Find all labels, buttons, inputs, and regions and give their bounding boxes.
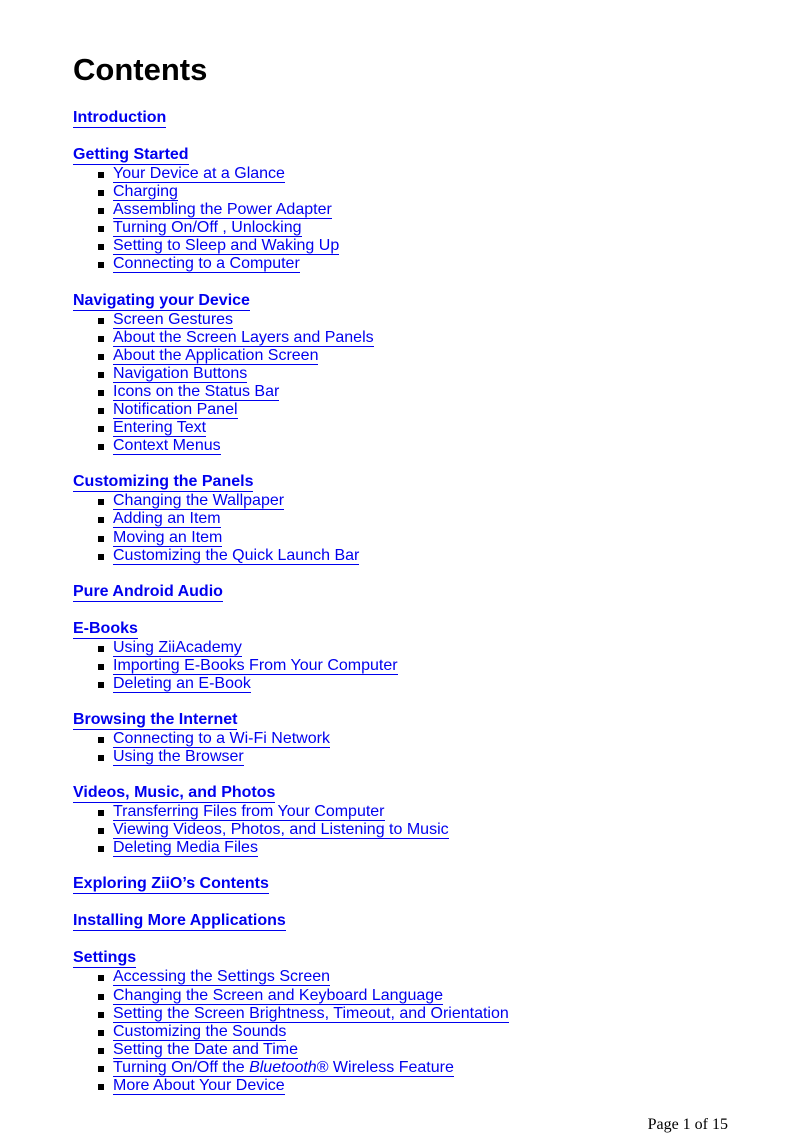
square-bullet-icon (98, 846, 104, 852)
list-item (98, 365, 773, 383)
toc-item-text: Adding an Item (113, 510, 221, 528)
toc-item-list (73, 311, 773, 456)
square-bullet-icon (98, 682, 104, 688)
toc-item-link[interactable] (113, 730, 330, 748)
list-item (98, 657, 773, 675)
toc-item-list (73, 803, 773, 857)
toc-item-link[interactable] (113, 419, 206, 437)
toc-item-text: Customizing the Sounds (113, 1022, 287, 1040)
toc-section (73, 912, 773, 931)
square-bullet-icon (98, 444, 104, 450)
toc-item-link[interactable] (113, 639, 242, 657)
square-bullet-icon (98, 262, 104, 268)
list-item (98, 201, 773, 219)
toc-section-heading-link[interactable]: Introduction (73, 109, 167, 126)
toc-item-link[interactable] (113, 968, 330, 986)
toc-item-link[interactable] (113, 987, 443, 1005)
toc-item-text: Your Device at a Glance (113, 165, 285, 182)
toc-item-link[interactable] (113, 1005, 509, 1023)
toc-item-link[interactable] (113, 365, 247, 383)
toc-section (73, 711, 773, 766)
square-bullet-icon (98, 1030, 104, 1036)
toc-section (73, 292, 773, 456)
toc-item-text: ® Wireless Feature (316, 1058, 454, 1076)
list-item (98, 987, 773, 1005)
toc-item-link[interactable] (113, 255, 300, 273)
toc-item-link[interactable] (113, 1077, 285, 1095)
list-item (98, 639, 773, 657)
list-item (98, 821, 773, 839)
toc-item-link[interactable] (113, 329, 374, 347)
toc-item-link[interactable] (113, 1023, 286, 1041)
toc-item-text: About the Application Screen (113, 346, 319, 364)
square-bullet-icon (98, 408, 104, 414)
toc-section-heading-link[interactable]: Settings (73, 949, 137, 967)
toc-item-text: Charging (113, 183, 178, 201)
toc-section-heading-link[interactable]: Browsing the Internet (73, 710, 238, 728)
toc-item-text: Transferring Files from Your Computer (113, 803, 385, 821)
toc-item-link[interactable] (113, 1059, 454, 1077)
page-number: Page 1 of 15 (647, 1116, 728, 1133)
square-bullet-icon (98, 1012, 104, 1018)
list-item (98, 255, 773, 273)
toc-item-link[interactable] (113, 547, 359, 565)
toc-item-text: Deleting Media Files (113, 839, 258, 857)
list-item (98, 311, 773, 329)
square-bullet-icon (98, 554, 104, 560)
square-bullet-icon (98, 499, 104, 505)
list-item (98, 401, 773, 419)
square-bullet-icon (98, 810, 104, 816)
list-item (98, 492, 773, 510)
list-item (98, 510, 773, 528)
toc-item-link[interactable] (113, 165, 285, 183)
list-item (98, 730, 773, 748)
square-bullet-icon (98, 336, 104, 342)
toc-item-text: Setting to Sleep and Waking Up (113, 237, 340, 255)
square-bullet-icon (98, 828, 104, 834)
list-item (98, 1059, 773, 1077)
toc-section (73, 583, 773, 602)
toc-item-link[interactable] (113, 839, 258, 857)
toc-item-text: Turning On/Off the (113, 1058, 250, 1076)
toc-item-text: Connecting to a Computer (113, 255, 300, 273)
toc-item-link[interactable] (113, 1041, 298, 1059)
list-item (98, 183, 773, 201)
toc-item-text: Icons on the Status Bar (113, 382, 280, 400)
list-item (98, 839, 773, 857)
list-item (98, 419, 773, 437)
toc-section (73, 146, 773, 274)
toc-item-link[interactable] (113, 383, 279, 401)
toc-section (73, 620, 773, 693)
toc-item-list (73, 639, 773, 693)
square-bullet-icon (98, 172, 104, 178)
list-item (98, 383, 773, 401)
toc-item-list (73, 730, 773, 766)
square-bullet-icon (98, 755, 104, 761)
toc-section-heading-link[interactable]: Customizing the Panels (73, 473, 254, 491)
toc-item-text: Assembling the Power Adapter (113, 201, 332, 219)
square-bullet-icon (98, 646, 104, 652)
toc-item-text: Turning On/Off , Unlocking (113, 219, 302, 237)
toc-item-text: Entering Text (113, 419, 207, 437)
square-bullet-icon (98, 536, 104, 542)
toc-item-link[interactable] (113, 748, 244, 766)
toc-section (73, 949, 773, 1095)
toc-item-text: Navigation Buttons (113, 364, 248, 382)
toc-section (73, 875, 773, 894)
toc-item-link[interactable] (113, 657, 398, 675)
square-bullet-icon (98, 208, 104, 214)
toc-item-link[interactable] (113, 675, 251, 693)
toc-item-link[interactable] (113, 347, 318, 365)
toc-section-heading-link[interactable]: Videos, Music, and Photos (73, 784, 276, 802)
list-item (98, 675, 773, 693)
square-bullet-icon (98, 994, 104, 1000)
toc-item-link[interactable] (113, 219, 302, 237)
toc-item-text: Changing the Wallpaper (113, 492, 285, 510)
toc-item-link[interactable] (113, 311, 233, 329)
square-bullet-icon (98, 1048, 104, 1054)
toc-item-text: Viewing Videos, Photos, and Listening to Music (113, 821, 449, 839)
toc-item-link[interactable] (113, 201, 332, 219)
toc-item-text: Deleting an E-Book (113, 674, 251, 692)
square-bullet-icon (98, 244, 104, 250)
square-bullet-icon (98, 190, 104, 196)
toc-item-link[interactable] (113, 183, 178, 201)
toc-item-text: Importing E-Books From Your Computer (113, 656, 398, 674)
square-bullet-icon (98, 372, 104, 378)
toc-section (73, 473, 773, 564)
toc-item-list (73, 968, 773, 1095)
toc-item-text: Customizing the Quick Launch Bar (113, 546, 360, 564)
list-item (98, 1005, 773, 1023)
toc-section-heading-link[interactable]: Exploring ZiiO’s Contents (73, 875, 269, 893)
list-item (98, 1041, 773, 1059)
toc-item-text: Accessing the Settings Screen (113, 968, 331, 986)
toc-item-link[interactable] (113, 529, 222, 547)
toc-item-link[interactable] (113, 492, 284, 510)
page-title: Contents (73, 52, 208, 87)
toc-item-text: Moving an Item (113, 528, 223, 546)
toc-section-heading-link[interactable]: Installing More Applications (73, 912, 286, 930)
toc-item-link[interactable] (113, 821, 449, 839)
list-item (98, 165, 773, 183)
toc-item-link[interactable] (113, 237, 339, 255)
list-item (98, 529, 773, 547)
toc-item-text: Using ZiiAcademy (113, 638, 242, 656)
square-bullet-icon (98, 664, 104, 670)
toc-item-link[interactable] (113, 803, 385, 821)
toc-item-text: Changing the Screen and Keyboard Language (113, 986, 444, 1004)
toc-item-text: Setting the Date and Time (113, 1040, 298, 1058)
toc-item-text: Using the Browser (113, 748, 244, 766)
list-item (98, 803, 773, 821)
square-bullet-icon (98, 975, 104, 981)
list-item (98, 968, 773, 986)
toc-section-heading-link[interactable]: E-Books (73, 619, 138, 637)
toc-item-text: About the Screen Layers and Panels (113, 328, 374, 346)
toc-section (73, 784, 773, 857)
square-bullet-icon (98, 318, 104, 324)
square-bullet-icon (98, 226, 104, 232)
toc-item-text: Connecting to a Wi-Fi Network (113, 729, 330, 747)
toc-item-text: Context Menus (113, 437, 221, 455)
toc-section-heading-link[interactable]: Pure Android Audio (73, 582, 223, 600)
list-item (98, 219, 773, 237)
toc-item-text: More About Your Device (113, 1077, 285, 1094)
list-item (98, 1023, 773, 1041)
toc-item-link[interactable] (113, 401, 238, 419)
toc-item-text: Screen Gestures (113, 310, 234, 328)
square-bullet-icon (98, 390, 104, 396)
toc-section-heading-link[interactable]: Navigating your Device (73, 291, 250, 309)
list-item (98, 1077, 773, 1095)
table-of-contents (73, 109, 773, 1113)
list-item (98, 437, 773, 455)
list-item (98, 748, 773, 766)
list-item (98, 329, 773, 347)
toc-item-link[interactable] (113, 510, 221, 528)
toc-item-list (73, 165, 773, 274)
toc-section-heading-link[interactable]: Getting Started (73, 146, 189, 163)
toc-item-list (73, 492, 773, 564)
toc-item-link[interactable] (113, 437, 221, 455)
square-bullet-icon (98, 426, 104, 432)
toc-section (73, 109, 773, 128)
square-bullet-icon (98, 354, 104, 360)
list-item (98, 347, 773, 365)
list-item (98, 547, 773, 565)
toc-item-text: Setting the Screen Brightness, Timeout, and Orientation (113, 1004, 509, 1022)
toc-item-text: Notification Panel (113, 401, 238, 419)
square-bullet-icon (98, 517, 104, 523)
square-bullet-icon (98, 737, 104, 743)
square-bullet-icon (98, 1066, 104, 1072)
list-item (98, 237, 773, 255)
square-bullet-icon (98, 1084, 104, 1090)
toc-item-text: Bluetooth (249, 1058, 317, 1076)
